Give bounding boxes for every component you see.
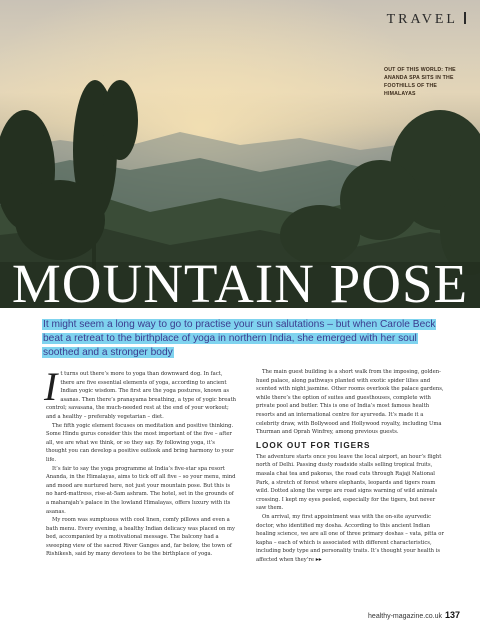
standfirst-text: It might seem a long way to go to practise your sun salutations – but when Carole Beck beat a retreat to the birthplace of yoga in northern India, she emerged with her soul soothed and a stronger body <box>43 319 436 358</box>
photo-caption: OUT OF THIS WORLD: THE ANANDA SPA SITS IN THE FOOTHILLS OF THE HIMALAYAS <box>384 67 456 97</box>
paragraph: My room was sumptuous with cool linen, comfy pillows and even a bath menu. Every evening, a healthy Indian delicacy was placed on my bed, accompanied by a motivational message. The balcony had a sweeping view of the sacred River Ganges and, far below, the town of Rishikesh, said by many devotees to be the birthplace of yoga. <box>46 517 235 558</box>
paragraph: On arrival, my first appointment was with the on-site ayurvedic doctor, who identified my dosha. According to this ancient Indian healing science, we are all one of three primary doshas – vata, pitta or kapha – each of which is associated with different characteristics, including body type and personality traits. It’s thought your health is affected when they’re ▸▸ <box>256 513 444 563</box>
page-footer <box>368 610 460 620</box>
section-label: TRAVEL <box>387 12 466 28</box>
continue-arrow-icon: ▸▸ <box>315 555 322 563</box>
body-column-right <box>256 368 446 564</box>
paragraph: The fifth yogic element focuses on meditation and positive thinking. Some Hindu gurus consider this the most important of the five – after all, we are what we think, or so they say. By following yoga, it’s thought you can develop a positive outlook and bring harmony to your life. <box>46 422 234 463</box>
standfirst <box>42 318 442 360</box>
body-column-left <box>44 364 237 559</box>
drop-cap: I <box>44 364 58 409</box>
article-headline: MOUNTAIN POSE <box>11 253 469 314</box>
page-number: 137 <box>444 610 460 620</box>
paragraph: It’s fair to say the yoga programme at India’s five-star spa resort Ananda, in the Himalayas, aims to tick off all five – so your menu, mind and mood are nurtured here, not just your mountain pose. But this is no hard-mattress, rise-at-5am ashram. The hotel, set in the grounds of a maharajah’s palace in the lowland Himalayas, offers luxury with its asanas. <box>46 465 236 515</box>
paragraph: The adventure starts once you leave the local airport, an hour’s flight north of Delhi. Passing dusty roadside stalls selling tropical fruits, masala chai tea and pakoras, the road cuts through Rajaji National Park, a stretch of forest where elephants, leopards and tigers roam wild. Dotted along the verge are road signs warning of wild animals crossing. I kept my eyes peeled, especially for the tigers, but never saw them. <box>256 453 442 512</box>
paragraph: The main guest building is a short walk from the imposing, golden-hued palace, along pathways planted with exotic spider lilies and scented with night jasmine. Other rooms overlook the palace gardens, while there’s the option of suites and guesthouses, complete with private pool and butler. This is one of India’s most famous health resorts and an international centre for ayurveda. It’s made it a celebrity draw, with Bollywood and Hollywood royalty, including Uma Thurman and Oprah Winfrey, among previous guests. <box>256 369 444 436</box>
paragraph: It turns out there’s more to yoga than downward dog. In fact, there are five essential elements of yoga, according to ancient Indian yogic wisdom. The first are the yoga postures, known as asanas. Then there’s pranayama breathing, a type of yogic breath control; savasana, the much-needed rest at the end of your workout; and a healthy – preferably vegetarian – diet. <box>44 364 237 420</box>
footer-website: healthy-magazine.co.uk <box>368 613 442 620</box>
subheading: LOOK OUT FOR TIGERS <box>256 440 371 450</box>
